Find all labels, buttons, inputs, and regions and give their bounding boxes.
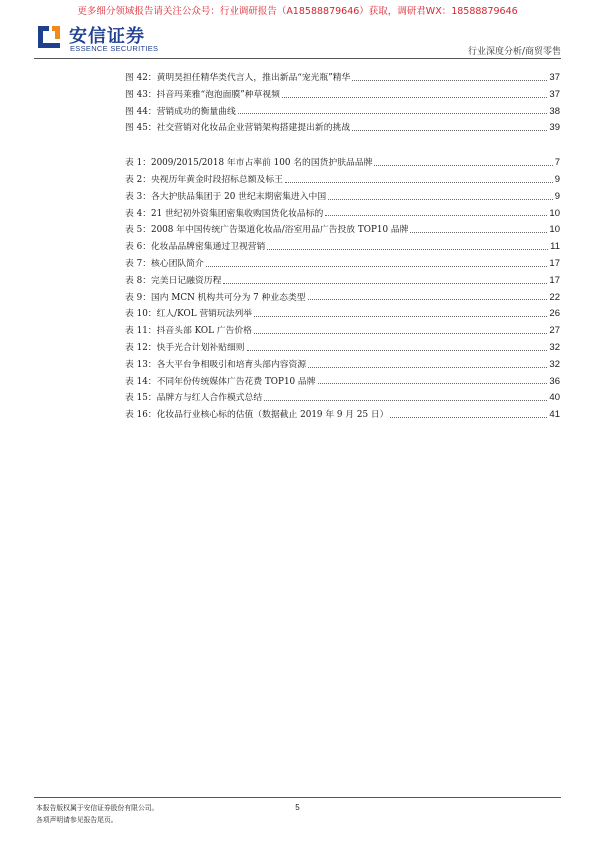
toc-entry-label: 表 11：抖音头部 KOL 广告价格 xyxy=(125,326,252,337)
toc-entry[interactable] xyxy=(125,172,560,189)
dot-leader xyxy=(328,199,553,200)
dot-leader xyxy=(254,333,547,334)
toc-entry-page: 37 xyxy=(549,72,560,83)
report-category: 行业深度分析/商贸零售 xyxy=(467,47,561,57)
dot-leader xyxy=(247,350,548,351)
toc-entry-label: 图 44：营销成功的衡量曲线 xyxy=(125,106,236,117)
dot-leader xyxy=(282,97,547,98)
toc-entry-page: 41 xyxy=(549,409,560,421)
figure-list xyxy=(125,70,560,137)
toc-entry-label: 图 45：社交营销对化妆品企业营销架构搭建提出新的挑战 xyxy=(125,123,351,134)
toc-entry-label: 表 1：2009/2015/2018 年市占率前 100 名的国货护肤品品牌 xyxy=(125,158,373,169)
toc-entry-page: 27 xyxy=(549,325,560,337)
dot-leader xyxy=(352,130,547,131)
toc-entry-page: 40 xyxy=(549,392,560,404)
footer-divider xyxy=(34,797,561,798)
toc-entry[interactable] xyxy=(125,273,560,290)
toc-entry-page: 26 xyxy=(549,308,560,320)
toc-entry-label: 表 7：核心团队简介 xyxy=(125,258,204,269)
toc-entry[interactable] xyxy=(125,70,560,87)
toc-entry-page: 10 xyxy=(549,224,560,236)
toc-entry-label: 表 4：21 世纪初外资集团密集收购国货化妆品标的 xyxy=(125,208,324,219)
toc-entry-page: 39 xyxy=(549,122,560,134)
dot-leader xyxy=(318,383,548,384)
dot-leader xyxy=(325,215,547,216)
toc-entry[interactable] xyxy=(125,357,560,374)
toc-entry-label: 表 15：品牌方与红人合作模式总结 xyxy=(125,393,263,404)
logo-mark-icon xyxy=(36,24,62,50)
table-of-contents xyxy=(125,70,560,424)
toc-entry[interactable] xyxy=(125,256,560,273)
section-gap xyxy=(125,137,560,155)
toc-entry-label: 表 14：不同年份传统媒体广告花费 TOP10 品牌 xyxy=(125,376,316,387)
toc-entry-page: 37 xyxy=(549,88,560,100)
toc-entry-label: 表 13：各大平台争相吸引和培育头部内容资源 xyxy=(125,359,307,370)
dot-leader xyxy=(238,113,548,114)
dot-leader xyxy=(267,249,548,250)
footer-copyright: 本报告版权属于安信证券股份有限公司。 xyxy=(36,804,159,812)
toc-entry-label: 图 42：黄明昊担任精华类代言人，推出新品“宠光瓶”精华 xyxy=(125,73,351,83)
dot-leader xyxy=(264,400,547,401)
logo-name: 安信证券 xyxy=(69,26,145,47)
toc-entry-label: 表 8：完美日记融资历程 xyxy=(125,275,222,286)
dot-leader xyxy=(390,417,547,418)
toc-entry-page: 11 xyxy=(550,241,560,253)
table-list xyxy=(125,155,560,424)
dot-leader xyxy=(308,299,548,300)
toc-entry[interactable] xyxy=(125,120,560,137)
toc-entry-page: 9 xyxy=(554,190,560,202)
toc-entry-page: 36 xyxy=(549,375,560,387)
toc-entry-label: 表 6：化妆品品牌密集通过卫视营销 xyxy=(125,242,266,253)
dot-leader xyxy=(352,80,547,81)
toc-entry-label: 图 43：抖音玛莱雅“泡泡面膜”种草视频 xyxy=(125,89,280,100)
toc-entry-page: 32 xyxy=(549,358,560,370)
top-banner: 更多细分领域报告请关注公众号：行业调研报告（A18588879646）获取，调研君WX：18588879646 xyxy=(77,6,518,17)
dot-leader xyxy=(285,182,553,183)
dot-leader xyxy=(308,367,547,368)
toc-entry[interactable] xyxy=(125,290,560,307)
toc-entry-page: 9 xyxy=(554,173,560,185)
toc-entry[interactable] xyxy=(125,374,560,391)
toc-entry[interactable] xyxy=(125,206,560,223)
toc-entry[interactable] xyxy=(125,87,560,104)
toc-entry-label: 表 2：央视历年黄金时段招标总额及标王 xyxy=(125,174,283,185)
logo-subtitle: ESSENCE SECURITIES xyxy=(70,44,159,53)
toc-entry[interactable] xyxy=(125,340,560,357)
toc-entry[interactable] xyxy=(125,222,560,239)
toc-entry-page: 7 xyxy=(554,157,560,169)
dot-leader xyxy=(374,165,552,166)
toc-entry-page: 38 xyxy=(549,105,560,117)
toc-entry-label: 表 5：2008 年中国传统广告渠道化妆品/浴室用品广告投放 TOP10 品牌 xyxy=(125,225,409,236)
dot-leader xyxy=(254,316,547,317)
toc-entry[interactable] xyxy=(125,306,560,323)
toc-entry[interactable] xyxy=(125,323,560,340)
toc-entry-page: 22 xyxy=(549,291,560,303)
toc-entry-page: 17 xyxy=(549,274,560,286)
toc-entry[interactable] xyxy=(125,239,560,256)
toc-entry[interactable] xyxy=(125,189,560,206)
toc-entry-page: 10 xyxy=(549,207,560,219)
toc-entry[interactable] xyxy=(125,104,560,121)
toc-entry-page: 32 xyxy=(549,341,560,353)
toc-entry-label: 表 9：国内 MCN 机构共可分为 7 种业态类型 xyxy=(125,292,306,303)
toc-entry[interactable] xyxy=(125,407,560,424)
dot-leader xyxy=(223,283,547,284)
company-logo xyxy=(36,22,216,56)
toc-entry-label: 表 10：红人/KOL 营销玩法列举 xyxy=(125,309,253,320)
toc-entry-page: 17 xyxy=(549,257,560,269)
toc-entry[interactable] xyxy=(125,390,560,407)
header-divider xyxy=(34,58,561,59)
dot-leader xyxy=(206,266,548,267)
page-number: 5 xyxy=(295,803,300,812)
toc-entry-label: 表 3：各大护肤品集团于 20 世纪末期密集进入中国 xyxy=(125,191,327,202)
toc-entry-label: 表 16：化妆品行业核心标的估值（数据截止 2019 年 9 月 25 日） xyxy=(125,410,389,421)
toc-entry-label: 表 12：快手光合计划补贴细则 xyxy=(125,342,245,353)
dot-leader xyxy=(410,232,547,233)
footer-statement: 各项声明请参见报告尾页。 xyxy=(36,816,118,824)
toc-entry[interactable] xyxy=(125,155,560,172)
